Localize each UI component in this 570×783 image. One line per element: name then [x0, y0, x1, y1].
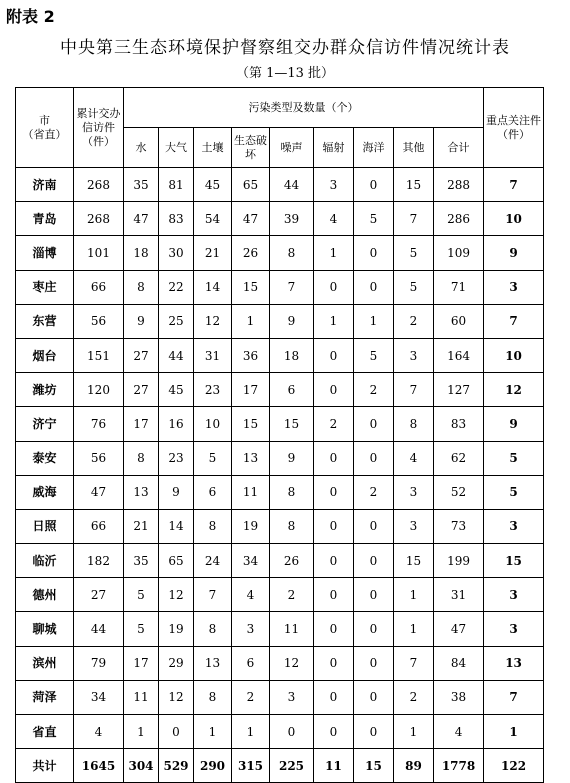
city-name: 泰安 [16, 441, 74, 475]
value-cell: 5 [124, 612, 159, 646]
header-city: 市 （省直） [16, 88, 74, 168]
header-pollution-type: 辐射 [314, 128, 354, 168]
key-cases-cell: 10 [484, 338, 544, 372]
value-cell: 12 [194, 304, 232, 338]
city-name: 威海 [16, 475, 74, 509]
value-cell: 0 [354, 578, 394, 612]
value-cell: 5 [354, 202, 394, 236]
key-cases-cell: 3 [484, 612, 544, 646]
value-cell: 13 [124, 475, 159, 509]
value-cell: 15 [354, 749, 394, 783]
table-row [16, 475, 544, 509]
header-pollution-type: 土壤 [194, 128, 232, 168]
value-cell: 0 [314, 715, 354, 749]
city-name: 枣庄 [16, 270, 74, 304]
key-cases-cell: 15 [484, 544, 544, 578]
value-cell: 34 [74, 680, 124, 714]
key-cases-cell: 1 [484, 715, 544, 749]
value-cell: 52 [434, 475, 484, 509]
value-cell: 109 [434, 236, 484, 270]
value-cell: 4 [232, 578, 270, 612]
value-cell: 3 [394, 475, 434, 509]
value-cell: 27 [124, 373, 159, 407]
value-cell: 31 [434, 578, 484, 612]
value-cell: 35 [124, 544, 159, 578]
value-cell: 83 [434, 407, 484, 441]
value-cell: 65 [159, 544, 194, 578]
value-cell: 8 [194, 680, 232, 714]
value-cell: 1778 [434, 749, 484, 783]
value-cell: 0 [354, 509, 394, 543]
key-cases-cell: 7 [484, 304, 544, 338]
table-row [16, 407, 544, 441]
key-cases-cell: 10 [484, 202, 544, 236]
value-cell: 2 [394, 304, 434, 338]
value-cell: 15 [394, 544, 434, 578]
city-name: 聊城 [16, 612, 74, 646]
value-cell: 18 [270, 338, 314, 372]
value-cell: 8 [194, 509, 232, 543]
appendix-label: 附表 2 [6, 7, 55, 26]
value-cell: 14 [159, 509, 194, 543]
header-pollution-type: 噪声 [270, 128, 314, 168]
total-label: 共计 [16, 749, 74, 783]
value-cell: 0 [354, 544, 394, 578]
value-cell: 0 [314, 612, 354, 646]
value-cell: 268 [74, 202, 124, 236]
value-cell: 71 [434, 270, 484, 304]
city-name: 烟台 [16, 338, 74, 372]
value-cell: 11 [124, 680, 159, 714]
value-cell: 6 [232, 646, 270, 680]
value-cell: 47 [232, 202, 270, 236]
value-cell: 0 [354, 441, 394, 475]
value-cell: 8 [270, 509, 314, 543]
value-cell: 0 [314, 544, 354, 578]
header-pollution-type: 水 [124, 128, 159, 168]
value-cell: 0 [354, 407, 394, 441]
value-cell: 0 [314, 338, 354, 372]
value-cell: 66 [74, 509, 124, 543]
value-cell: 23 [194, 373, 232, 407]
table-title: 中央第三生态环境保护督察组交办群众信访件情况统计表 [60, 38, 510, 58]
value-cell: 79 [74, 646, 124, 680]
value-cell: 2 [394, 680, 434, 714]
value-cell: 164 [434, 338, 484, 372]
value-cell: 1 [354, 304, 394, 338]
value-cell: 26 [270, 544, 314, 578]
value-cell: 12 [159, 578, 194, 612]
value-cell: 12 [159, 680, 194, 714]
value-cell: 54 [194, 202, 232, 236]
value-cell: 17 [124, 407, 159, 441]
key-cases-cell: 3 [484, 578, 544, 612]
value-cell: 2 [270, 578, 314, 612]
value-cell: 8 [124, 441, 159, 475]
value-cell: 0 [159, 715, 194, 749]
table-row [16, 236, 544, 270]
city-name: 济南 [16, 168, 74, 202]
value-cell: 65 [232, 168, 270, 202]
value-cell: 0 [354, 715, 394, 749]
table-row [16, 544, 544, 578]
value-cell: 0 [314, 475, 354, 509]
value-cell: 39 [270, 202, 314, 236]
value-cell: 3 [394, 509, 434, 543]
header-pollution-type: 大气 [159, 128, 194, 168]
key-cases-cell: 12 [484, 373, 544, 407]
value-cell: 2 [354, 373, 394, 407]
city-name: 滨州 [16, 646, 74, 680]
value-cell: 3 [270, 680, 314, 714]
table-row [16, 304, 544, 338]
value-cell: 81 [159, 168, 194, 202]
value-cell: 0 [354, 270, 394, 304]
value-cell: 7 [394, 646, 434, 680]
value-cell: 45 [159, 373, 194, 407]
value-cell: 127 [434, 373, 484, 407]
city-name: 青岛 [16, 202, 74, 236]
value-cell: 182 [74, 544, 124, 578]
value-cell: 3 [232, 612, 270, 646]
value-cell: 19 [232, 509, 270, 543]
value-cell: 13 [194, 646, 232, 680]
value-cell: 13 [232, 441, 270, 475]
key-cases-cell: 122 [484, 749, 544, 783]
table-row [16, 373, 544, 407]
value-cell: 4 [314, 202, 354, 236]
value-cell: 25 [159, 304, 194, 338]
value-cell: 5 [124, 578, 159, 612]
value-cell: 225 [270, 749, 314, 783]
value-cell: 4 [434, 715, 484, 749]
value-cell: 12 [270, 646, 314, 680]
key-cases-cell: 5 [484, 475, 544, 509]
value-cell: 9 [270, 304, 314, 338]
value-cell: 101 [74, 236, 124, 270]
value-cell: 8 [270, 236, 314, 270]
value-cell: 30 [159, 236, 194, 270]
value-cell: 1645 [74, 749, 124, 783]
value-cell: 60 [434, 304, 484, 338]
value-cell: 34 [232, 544, 270, 578]
value-cell: 44 [270, 168, 314, 202]
header-cumulative: 累计交办信访件（件） [74, 88, 124, 168]
value-cell: 19 [159, 612, 194, 646]
value-cell: 35 [124, 168, 159, 202]
value-cell: 9 [159, 475, 194, 509]
value-cell: 17 [232, 373, 270, 407]
header-pollution-type: 生态破坏 [232, 128, 270, 168]
value-cell: 14 [194, 270, 232, 304]
city-name: 济宁 [16, 407, 74, 441]
value-cell: 6 [194, 475, 232, 509]
value-cell: 286 [434, 202, 484, 236]
value-cell: 0 [314, 441, 354, 475]
value-cell: 2 [314, 407, 354, 441]
value-cell: 290 [194, 749, 232, 783]
value-cell: 0 [354, 680, 394, 714]
value-cell: 529 [159, 749, 194, 783]
value-cell: 0 [314, 373, 354, 407]
value-cell: 17 [124, 646, 159, 680]
city-name: 淄博 [16, 236, 74, 270]
value-cell: 0 [314, 578, 354, 612]
value-cell: 73 [434, 509, 484, 543]
value-cell: 268 [74, 168, 124, 202]
value-cell: 31 [194, 338, 232, 372]
value-cell: 199 [434, 544, 484, 578]
value-cell: 21 [194, 236, 232, 270]
value-cell: 24 [194, 544, 232, 578]
value-cell: 1 [394, 715, 434, 749]
complaint-statistics-table [15, 87, 544, 783]
value-cell: 23 [159, 441, 194, 475]
value-cell: 8 [124, 270, 159, 304]
value-cell: 7 [270, 270, 314, 304]
city-name: 东营 [16, 304, 74, 338]
value-cell: 7 [194, 578, 232, 612]
key-cases-cell: 9 [484, 236, 544, 270]
key-cases-cell: 7 [484, 680, 544, 714]
table-row [16, 578, 544, 612]
key-cases-cell: 3 [484, 270, 544, 304]
table-row [16, 338, 544, 372]
value-cell: 315 [232, 749, 270, 783]
value-cell: 47 [124, 202, 159, 236]
header-key-cases: 重点关注件（件） [484, 88, 544, 168]
value-cell: 47 [434, 612, 484, 646]
value-cell: 6 [270, 373, 314, 407]
value-cell: 27 [74, 578, 124, 612]
table-body [16, 168, 544, 783]
value-cell: 22 [159, 270, 194, 304]
value-cell: 0 [354, 236, 394, 270]
value-cell: 8 [270, 475, 314, 509]
value-cell: 45 [194, 168, 232, 202]
value-cell: 151 [74, 338, 124, 372]
value-cell: 0 [354, 612, 394, 646]
total-row [16, 749, 544, 783]
value-cell: 1 [394, 612, 434, 646]
value-cell: 7 [394, 202, 434, 236]
value-cell: 56 [74, 441, 124, 475]
value-cell: 47 [74, 475, 124, 509]
value-cell: 3 [394, 338, 434, 372]
value-cell: 0 [354, 168, 394, 202]
value-cell: 1 [314, 236, 354, 270]
value-cell: 66 [74, 270, 124, 304]
value-cell: 84 [434, 646, 484, 680]
value-cell: 11 [232, 475, 270, 509]
value-cell: 29 [159, 646, 194, 680]
value-cell: 1 [394, 578, 434, 612]
table-row [16, 612, 544, 646]
table-row [16, 168, 544, 202]
value-cell: 1 [194, 715, 232, 749]
value-cell: 2 [232, 680, 270, 714]
table-row [16, 509, 544, 543]
value-cell: 0 [314, 270, 354, 304]
value-cell: 3 [314, 168, 354, 202]
value-cell: 56 [74, 304, 124, 338]
key-cases-cell: 3 [484, 509, 544, 543]
header-pollution-type: 其他 [394, 128, 434, 168]
value-cell: 2 [354, 475, 394, 509]
value-cell: 21 [124, 509, 159, 543]
value-cell: 44 [159, 338, 194, 372]
value-cell: 0 [314, 509, 354, 543]
table-row [16, 202, 544, 236]
value-cell: 44 [74, 612, 124, 646]
value-cell: 11 [314, 749, 354, 783]
header-pollution-type: 海洋 [354, 128, 394, 168]
table-row [16, 441, 544, 475]
value-cell: 304 [124, 749, 159, 783]
value-cell: 76 [74, 407, 124, 441]
header-pollution-group: 污染类型及数量（个） [124, 88, 484, 128]
value-cell: 1 [124, 715, 159, 749]
key-cases-cell: 7 [484, 168, 544, 202]
value-cell: 1 [314, 304, 354, 338]
header-pollution-type: 合计 [434, 128, 484, 168]
value-cell: 0 [354, 646, 394, 680]
city-name: 德州 [16, 578, 74, 612]
value-cell: 4 [394, 441, 434, 475]
value-cell: 5 [354, 338, 394, 372]
value-cell: 15 [394, 168, 434, 202]
value-cell: 26 [232, 236, 270, 270]
value-cell: 16 [159, 407, 194, 441]
table-row [16, 646, 544, 680]
key-cases-cell: 5 [484, 441, 544, 475]
city-name: 临沂 [16, 544, 74, 578]
city-name: 潍坊 [16, 373, 74, 407]
value-cell: 5 [394, 236, 434, 270]
table-row [16, 270, 544, 304]
value-cell: 8 [394, 407, 434, 441]
value-cell: 18 [124, 236, 159, 270]
value-cell: 15 [270, 407, 314, 441]
value-cell: 9 [124, 304, 159, 338]
value-cell: 27 [124, 338, 159, 372]
value-cell: 0 [314, 646, 354, 680]
city-name: 省直 [16, 715, 74, 749]
value-cell: 0 [314, 680, 354, 714]
value-cell: 83 [159, 202, 194, 236]
key-cases-cell: 13 [484, 646, 544, 680]
value-cell: 8 [194, 612, 232, 646]
value-cell: 38 [434, 680, 484, 714]
city-name: 日照 [16, 509, 74, 543]
value-cell: 1 [232, 304, 270, 338]
value-cell: 0 [270, 715, 314, 749]
value-cell: 7 [394, 373, 434, 407]
value-cell: 36 [232, 338, 270, 372]
value-cell: 62 [434, 441, 484, 475]
value-cell: 89 [394, 749, 434, 783]
value-cell: 4 [74, 715, 124, 749]
value-cell: 120 [74, 373, 124, 407]
table-subtitle: （第 1—13 批） [235, 66, 335, 81]
value-cell: 10 [194, 407, 232, 441]
table-row [16, 680, 544, 714]
value-cell: 288 [434, 168, 484, 202]
value-cell: 5 [194, 441, 232, 475]
value-cell: 9 [270, 441, 314, 475]
value-cell: 11 [270, 612, 314, 646]
value-cell: 15 [232, 270, 270, 304]
value-cell: 5 [394, 270, 434, 304]
table-row [16, 715, 544, 749]
city-name: 菏泽 [16, 680, 74, 714]
value-cell: 1 [232, 715, 270, 749]
key-cases-cell: 9 [484, 407, 544, 441]
value-cell: 15 [232, 407, 270, 441]
